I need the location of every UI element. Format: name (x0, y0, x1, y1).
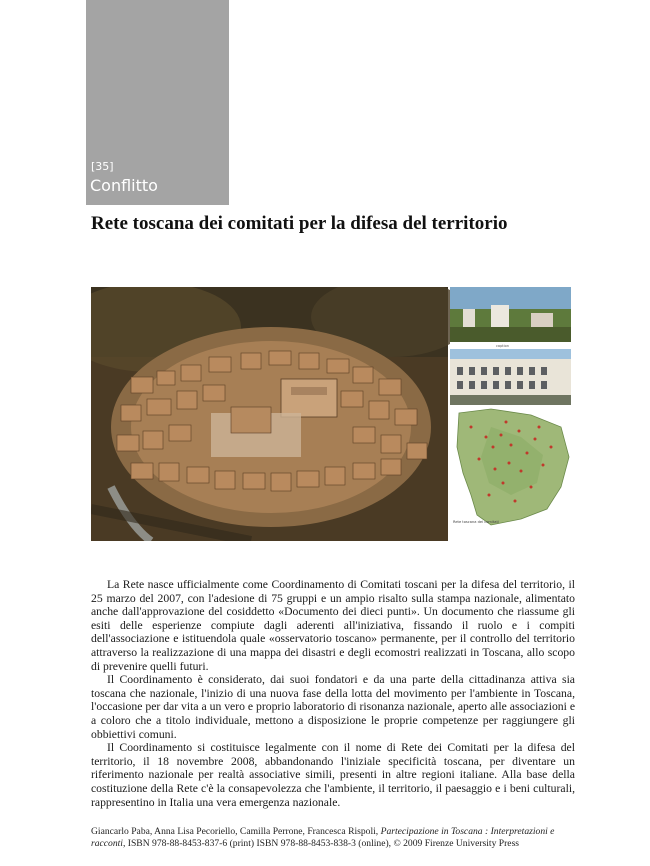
footer-isbn: , ISBN 978-88-8453-837-6 (print) ISBN 978-88-8453-838-3 (online), © 2009 Firenze University Press (122, 838, 520, 849)
paragraph-1: La Rete nasce ufficialmente come Coordinamento di Comitati toscani per la difesa del territorio, il 25 marzo del 2007, con l'adesione di 75 gruppi e un ampio risalto sulla stampa nazionale, alimentato anche dall'approvazione del cosiddetto «Documento dei dieci punti». Un documento che riassume gli esiti delle esperienze compiute dagli aderenti all'iniziativa, fissando il ruolo e i compiti dell'associazione e istituendola quale «osservatorio toscano» permanente, per il controllo del territorio attraverso la realizzazione di una mappa dei disastri e degli ecomostri realizzati in Toscana, allo scopo di prevenire quelli futuri. (91, 578, 575, 673)
section-label: Conflitto (90, 176, 158, 195)
photo-collage (91, 287, 571, 541)
page-title: Rete toscana dei comitati per la difesa del territorio (91, 213, 508, 234)
paragraph-2: Il Coordinamento è considerato, dai suoi fondatori e da una parte della cittadinanza attiva sia toscana che nazionale, l'inizio di una nuova fase della lotta del movimento per l'ambiente in Toscana, l'occasione per dar vita a un vero e proprio laboratorio di risonanza nazionale, aperto alle associazioni e a coloro che a titolo individuale, mettono a disposizione le proprie competenze per raggiungere gli obbiettivi comuni. (91, 673, 576, 741)
chapter-number: [35] (91, 160, 114, 173)
chapter-header-box (86, 0, 229, 205)
landscape-photo (450, 287, 571, 349)
footer-authors: Giancarlo Paba, Anna Lisa Pecoriello, Camilla Perrone, Francesca Rispoli, (91, 826, 381, 837)
map-caption: Rete toscana dei comitati (453, 520, 499, 524)
svg-text:caption: caption (496, 344, 509, 348)
building-photo (450, 349, 571, 405)
body-text (91, 578, 575, 809)
citation-footer (91, 826, 581, 850)
paragraph-3: Il Coordinamento si costituisce legalmente con il nome di Rete dei Comitati per la difesa del territorio, il 18 novembre 2008, abbandonando l'iniziale specificità toscana, per diventare un riferimento nazionale per realtà associative simili, presenti in altre regioni italiane. Alla base della costituzione della Rete c'è la consapevolezza che l'ambiente, il territorio, il paesaggio e i beni culturali, rappresentino in Italia una vera emergenza nazionale. (91, 741, 575, 809)
footer-book-title: Partecipazione in Toscana : Interpretazioni e racconti (91, 826, 555, 849)
aerial-village-photo (91, 287, 471, 541)
tuscany-map (450, 407, 571, 541)
